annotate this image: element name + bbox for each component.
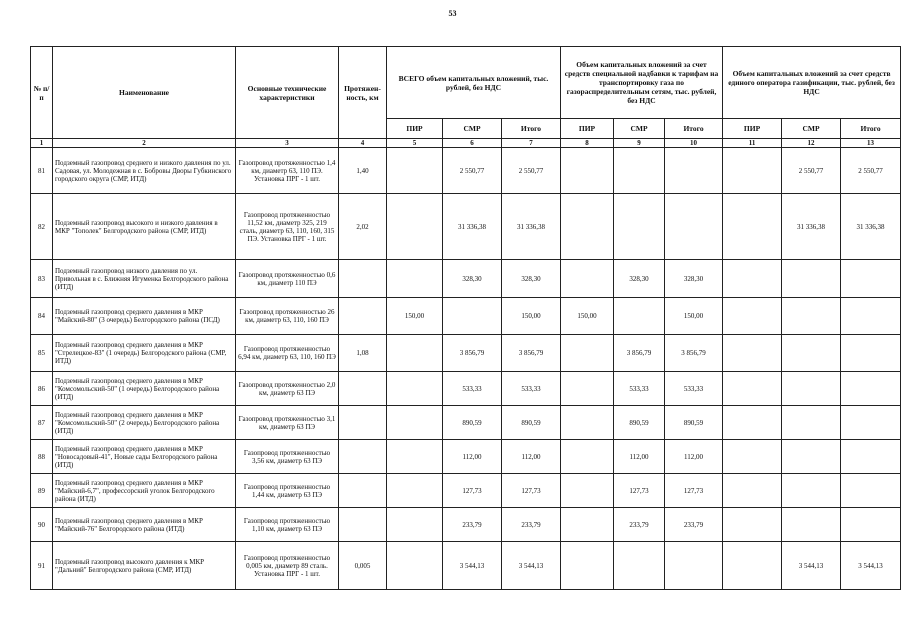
total-itogo: 31 336,38	[502, 194, 561, 260]
header-special-itogo: Итого	[665, 119, 723, 139]
object-name: Подземный газопровод высокого давления к МКР "Дальний" Белгородского района (СМР, ИТД)	[53, 542, 236, 590]
operator-itogo	[841, 474, 901, 508]
table-row	[31, 335, 901, 372]
tech-characteristics: Газопровод протяженностью 2,0 км, диаметр 63 ПЭ	[236, 372, 339, 406]
total-pir	[387, 474, 443, 508]
operator-itogo: 31 336,38	[841, 194, 901, 260]
object-name: Подземный газопровод среднего давления в МКР "Майский-80" (3 очередь) Белгородского района (ПСД)	[53, 298, 236, 335]
table-row	[31, 260, 901, 298]
special-smr	[614, 194, 665, 260]
row-number: 81	[31, 148, 53, 194]
special-pir	[561, 440, 614, 474]
tech-characteristics: Газопровод протяженностью 1,10 км, диаметр 63 ПЭ	[236, 508, 339, 542]
operator-pir	[723, 335, 782, 372]
total-pir	[387, 542, 443, 590]
operator-itogo	[841, 372, 901, 406]
object-name: Подземный газопровод среднего давления в МКР "Майский-6,7", профессорский уголок Белгородского района (ИТД)	[53, 474, 236, 508]
length-km	[339, 298, 387, 335]
special-pir	[561, 474, 614, 508]
special-pir	[561, 194, 614, 260]
total-smr: 2 550,77	[443, 148, 502, 194]
total-itogo: 233,79	[502, 508, 561, 542]
tech-characteristics: Газопровод протяженностью 3,56 км, диаметр 63 ПЭ	[236, 440, 339, 474]
operator-itogo	[841, 335, 901, 372]
operator-itogo: 2 550,77	[841, 148, 901, 194]
special-smr: 3 856,79	[614, 335, 665, 372]
tech-characteristics: Газопровод протяженностью 0,005 км, диаметр 89 сталь. Установка ПРГ - 1 шт.	[236, 542, 339, 590]
table-row	[31, 406, 901, 440]
special-itogo	[665, 148, 723, 194]
column-number: 11	[723, 139, 782, 148]
operator-pir	[723, 542, 782, 590]
operator-smr: 31 336,38	[782, 194, 841, 260]
header-special-pir: ПИР	[561, 119, 614, 139]
tech-characteristics: Газопровод протяженностью 3,1 км, диаметр 63 ПЭ	[236, 406, 339, 440]
operator-itogo	[841, 508, 901, 542]
operator-itogo	[841, 440, 901, 474]
total-smr: 3 544,13	[443, 542, 502, 590]
header-num: № п/п	[31, 47, 53, 139]
column-number: 2	[53, 139, 236, 148]
special-itogo	[665, 194, 723, 260]
special-smr: 890,59	[614, 406, 665, 440]
length-km: 1,40	[339, 148, 387, 194]
row-number: 82	[31, 194, 53, 260]
length-km	[339, 260, 387, 298]
object-name: Подземный газопровод среднего давления в МКР "Стрелецкое-83" (1 очередь) Белгородского района (СМР, ИТД)	[53, 335, 236, 372]
total-smr: 233,79	[443, 508, 502, 542]
total-pir	[387, 406, 443, 440]
special-pir	[561, 148, 614, 194]
row-number: 86	[31, 372, 53, 406]
operator-smr	[782, 474, 841, 508]
operator-pir	[723, 406, 782, 440]
row-number: 89	[31, 474, 53, 508]
row-number: 85	[31, 335, 53, 372]
table-row	[31, 542, 901, 590]
tech-characteristics: Газопровод протяженностью 26 км, диаметр 63, 110, 160 ПЭ	[236, 298, 339, 335]
special-itogo: 890,59	[665, 406, 723, 440]
total-itogo: 3 544,13	[502, 542, 561, 590]
operator-pir	[723, 194, 782, 260]
tech-characteristics: Газопровод протяженностью 0,6 км, диаметр 110 ПЭ	[236, 260, 339, 298]
column-number: 8	[561, 139, 614, 148]
length-km	[339, 474, 387, 508]
operator-pir	[723, 372, 782, 406]
column-number: 5	[387, 139, 443, 148]
column-number: 7	[502, 139, 561, 148]
column-number-row	[31, 139, 901, 148]
header-total-smr: СМР	[443, 119, 502, 139]
object-name: Подземный газопровод среднего давления в МКР "Майский-76" Белгородского района (ИТД)	[53, 508, 236, 542]
operator-pir	[723, 474, 782, 508]
special-pir	[561, 542, 614, 590]
total-itogo: 328,30	[502, 260, 561, 298]
header-operator-itogo: Итого	[841, 119, 901, 139]
special-itogo: 328,30	[665, 260, 723, 298]
length-km	[339, 372, 387, 406]
table-row	[31, 194, 901, 260]
total-pir	[387, 148, 443, 194]
operator-pir	[723, 260, 782, 298]
column-number: 4	[339, 139, 387, 148]
operator-smr	[782, 440, 841, 474]
table-row	[31, 148, 901, 194]
length-km	[339, 508, 387, 542]
special-itogo: 150,00	[665, 298, 723, 335]
object-name: Подземный газопровод низкого давления по ул. Привольная в с. Ближняя Игуменка Белгородского района (ИТД)	[53, 260, 236, 298]
special-smr	[614, 542, 665, 590]
operator-itogo	[841, 406, 901, 440]
length-km	[339, 440, 387, 474]
total-smr: 533,33	[443, 372, 502, 406]
operator-pir	[723, 148, 782, 194]
operator-smr: 3 544,13	[782, 542, 841, 590]
special-pir	[561, 335, 614, 372]
column-number: 10	[665, 139, 723, 148]
column-number: 6	[443, 139, 502, 148]
total-pir	[387, 194, 443, 260]
row-number: 84	[31, 298, 53, 335]
header-name: Наименование	[53, 47, 236, 139]
column-number: 13	[841, 139, 901, 148]
header-operator: Объем капитальных вложений за счет средств единого оператора газификации, тыс. рублей, без НДС	[723, 47, 901, 119]
tech-characteristics: Газопровод протяженностью 1,44 км, диаметр 63 ПЭ	[236, 474, 339, 508]
header-total: ВСЕГО объем капитальных вложений, тыс. рублей, без НДС	[387, 47, 561, 119]
operator-pir	[723, 298, 782, 335]
total-itogo: 533,33	[502, 372, 561, 406]
tech-characteristics: Газопровод протяженностью 11,52 км, диаметр 325, 219 сталь, диаметр 63, 110, 160, 315 ПЭ. Установка ПРГ - 1 шт.	[236, 194, 339, 260]
object-name: Подземный газопровод высокого и низкого давления в МКР "Тополек" Белгородского района (СМР, ИТД)	[53, 194, 236, 260]
header-special-smr: СМР	[614, 119, 665, 139]
total-pir	[387, 260, 443, 298]
tech-characteristics: Газопровод протяженностью 6,94 км, диаметр 63, 110, 160 ПЭ	[236, 335, 339, 372]
special-smr: 533,33	[614, 372, 665, 406]
operator-smr	[782, 406, 841, 440]
total-pir	[387, 440, 443, 474]
special-smr: 112,00	[614, 440, 665, 474]
header-operator-smr: СМР	[782, 119, 841, 139]
total-itogo: 112,00	[502, 440, 561, 474]
total-itogo: 2 550,77	[502, 148, 561, 194]
total-pir	[387, 508, 443, 542]
special-smr: 127,73	[614, 474, 665, 508]
special-itogo	[665, 542, 723, 590]
operator-itogo	[841, 298, 901, 335]
column-number: 9	[614, 139, 665, 148]
table-row	[31, 440, 901, 474]
header-operator-pir: ПИР	[723, 119, 782, 139]
row-number: 90	[31, 508, 53, 542]
header-length: Протяжен-ность, км	[339, 47, 387, 139]
header-special: Объем капитальных вложений за счет средств специальной надбавки к тарифам на транспортировку газа по газораспределительным сетям, тыс. рублей, без НДС	[561, 47, 723, 119]
total-itogo: 890,59	[502, 406, 561, 440]
total-itogo: 150,00	[502, 298, 561, 335]
special-itogo: 127,73	[665, 474, 723, 508]
special-itogo: 3 856,79	[665, 335, 723, 372]
column-number: 3	[236, 139, 339, 148]
total-smr: 112,00	[443, 440, 502, 474]
special-smr: 233,79	[614, 508, 665, 542]
length-km	[339, 406, 387, 440]
special-itogo: 233,79	[665, 508, 723, 542]
operator-smr	[782, 508, 841, 542]
operator-smr	[782, 260, 841, 298]
operator-smr	[782, 335, 841, 372]
total-smr: 890,59	[443, 406, 502, 440]
special-smr: 328,30	[614, 260, 665, 298]
total-itogo: 127,73	[502, 474, 561, 508]
capital-investment-table	[30, 46, 901, 590]
page-number: 53	[448, 9, 457, 18]
object-name: Подземный газопровод среднего давления в МКР "Комсомольский-50" (2 очередь) Белгородского района (ИТД)	[53, 406, 236, 440]
special-smr	[614, 298, 665, 335]
object-name: Подземный газопровод среднего давления в МКР "Комсомольский-50" (1 очередь) Белгородского района (ИТД)	[53, 372, 236, 406]
row-number: 83	[31, 260, 53, 298]
operator-pir	[723, 508, 782, 542]
column-number: 12	[782, 139, 841, 148]
total-smr: 127,73	[443, 474, 502, 508]
operator-pir	[723, 440, 782, 474]
length-km: 1,08	[339, 335, 387, 372]
special-pir: 150,00	[561, 298, 614, 335]
row-number: 88	[31, 440, 53, 474]
operator-smr: 2 550,77	[782, 148, 841, 194]
table-row	[31, 508, 901, 542]
object-name: Подземный газопровод среднего и низкого давления по ул. Садовая, ул. Молодежная в с. Бобровы Дворы Губкинского городского округа (СМР, ИТД)	[53, 148, 236, 194]
total-pir	[387, 372, 443, 406]
special-itogo: 533,33	[665, 372, 723, 406]
operator-itogo: 3 544,13	[841, 542, 901, 590]
header-total-pir: ПИР	[387, 119, 443, 139]
special-pir	[561, 260, 614, 298]
special-pir	[561, 406, 614, 440]
table-row	[31, 372, 901, 406]
object-name: Подземный газопровод среднего давления в МКР "Новосадовый-41", Новые сады Белгородского района (ИТД)	[53, 440, 236, 474]
header-total-itogo: Итого	[502, 119, 561, 139]
total-smr: 31 336,38	[443, 194, 502, 260]
column-number: 1	[31, 139, 53, 148]
special-pir	[561, 508, 614, 542]
operator-smr	[782, 298, 841, 335]
total-itogo: 3 856,79	[502, 335, 561, 372]
total-smr: 328,30	[443, 260, 502, 298]
length-km: 0,005	[339, 542, 387, 590]
total-pir: 150,00	[387, 298, 443, 335]
tech-characteristics: Газопровод протяженностью 1,4 км, диаметр 63, 110 ПЭ. Установка ПРГ - 1 шт.	[236, 148, 339, 194]
special-pir	[561, 372, 614, 406]
operator-smr	[782, 372, 841, 406]
total-pir	[387, 335, 443, 372]
length-km: 2,02	[339, 194, 387, 260]
table-row	[31, 298, 901, 335]
total-smr: 3 856,79	[443, 335, 502, 372]
special-smr	[614, 148, 665, 194]
total-smr	[443, 298, 502, 335]
operator-itogo	[841, 260, 901, 298]
row-number: 87	[31, 406, 53, 440]
special-itogo: 112,00	[665, 440, 723, 474]
table-row	[31, 474, 901, 508]
header-tech: Основные технические характеристики	[236, 47, 339, 139]
row-number: 91	[31, 542, 53, 590]
